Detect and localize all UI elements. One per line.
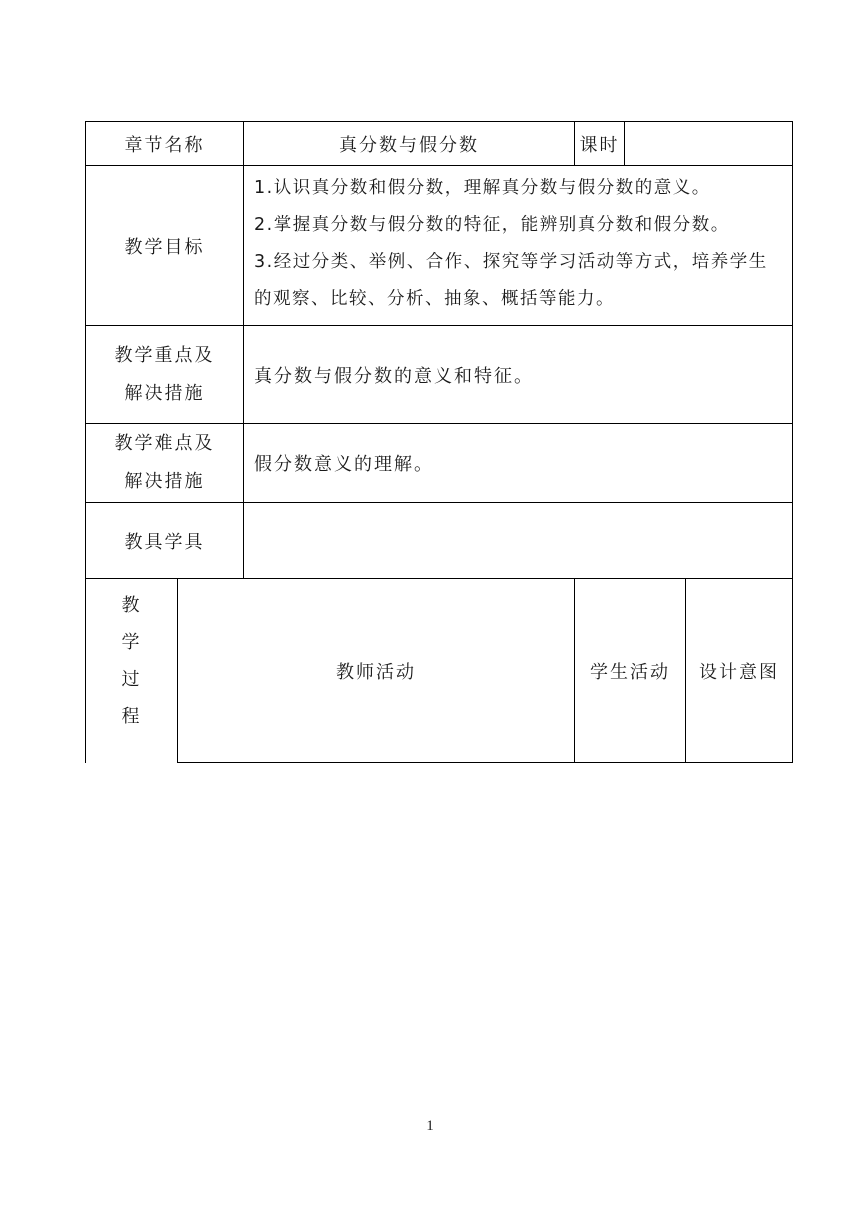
tools-value [244, 503, 793, 579]
difficulty-label-line: 教学难点及 [114, 433, 215, 454]
goals-content [244, 166, 793, 326]
difficulty-label [86, 424, 244, 503]
chapter-value: 真分数与假分数 [244, 122, 575, 166]
key-points-row [86, 326, 793, 424]
chapter-row [86, 122, 793, 166]
process-row [86, 579, 793, 763]
process-label-char: 过 [121, 669, 142, 690]
difficulty-row [86, 424, 793, 503]
hours-value [625, 122, 793, 166]
goals-row [86, 166, 793, 326]
student-activity-header: 学生活动 [575, 579, 686, 763]
goal-item: 2.掌握真分数与假分数的特征，能辨别真分数和假分数。 [254, 215, 730, 235]
process-label [86, 579, 178, 763]
teacher-activity-header: 教师活动 [178, 579, 575, 763]
tools-row [86, 503, 793, 579]
process-label-char: 教 [121, 595, 142, 616]
difficulty-value: 假分数意义的理解。 [244, 424, 793, 503]
key-points-label-line: 解决措施 [124, 382, 205, 404]
lesson-plan-table [85, 121, 793, 763]
chapter-label: 章节名称 [86, 122, 244, 166]
process-label-char: 程 [121, 706, 142, 727]
tools-label: 教具学具 [86, 503, 244, 579]
key-points-label [86, 326, 244, 424]
goal-item: 1.认识真分数和假分数，理解真分数与假分数的意义。 [254, 178, 711, 198]
design-intent-header: 设计意图 [686, 579, 793, 763]
page-number: 1 [426, 1118, 434, 1134]
goals-label: 教学目标 [86, 166, 244, 326]
process-label-char: 学 [121, 632, 142, 653]
key-points-label-line: 教学重点及 [114, 344, 215, 366]
hours-label: 课时 [575, 122, 625, 166]
goal-item: 3.经过分类、举例、合作、探究等学习活动等方式，培养学生的观察、比较、分析、抽象、概括等能力。 [254, 252, 768, 309]
key-points-value: 真分数与假分数的意义和特征。 [244, 326, 793, 424]
difficulty-label-line: 解决措施 [124, 471, 205, 492]
